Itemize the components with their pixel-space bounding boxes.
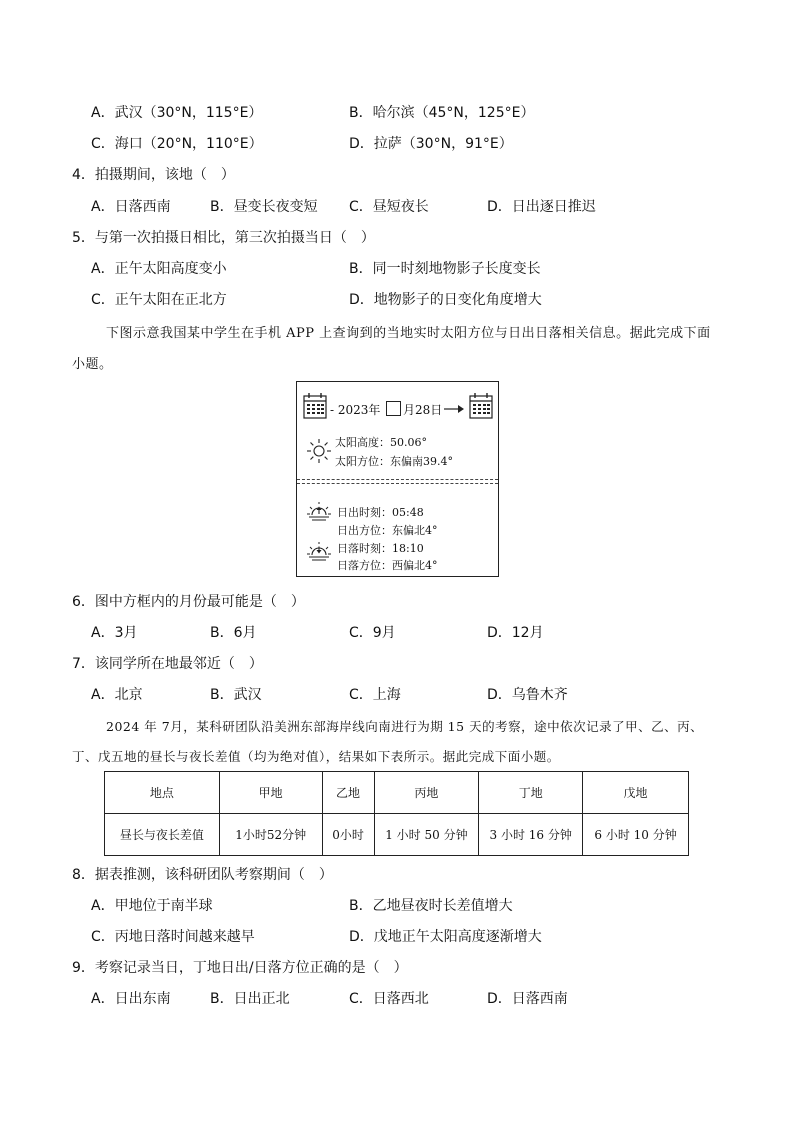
q3-option-c: C．海口（20°N，110°E） — [91, 136, 263, 152]
q8-stem: 8．据表推测，该科研团队考察期间（ ） — [72, 867, 333, 883]
calendar-icon — [303, 393, 327, 419]
table-header-cell: 地点 — [105, 772, 220, 814]
q5-option-d: D．地物影子的日变化角度增大 — [349, 292, 542, 308]
q7-stem: 7．该同学所在地最邻近（ ） — [72, 656, 263, 672]
q6-stem: 6．图中方框内的月份最可能是（ ） — [72, 594, 305, 610]
table-cell: 3 小时 16 分钟 — [479, 814, 583, 856]
q8-option-d: D．戊地正午太阳高度逐渐增大 — [349, 929, 542, 945]
intro-paragraph-2-line-1: 2024 年 7月，某科研团队沿美洲东部海岸线向南进行为期 15 天的考察，途中依次记录了甲、乙、丙、 — [106, 719, 704, 734]
table-cell: 1 小时 50 分钟 — [374, 814, 479, 856]
q4-option-a: A．日落西南 — [91, 199, 171, 215]
q8-option-a: A．甲地位于南半球 — [91, 898, 213, 914]
table-header-cell: 丙地 — [374, 772, 479, 814]
sun-info-app-figure — [296, 381, 499, 577]
month-blank-box — [386, 401, 401, 416]
table-header-row — [105, 772, 689, 814]
q8-option-c: C．丙地日落时间越来越早 — [91, 929, 255, 945]
divider-dashed — [297, 479, 498, 480]
q5-option-c: C．正午太阳在正北方 — [91, 292, 227, 308]
q7-option-d: D．乌鲁木齐 — [487, 687, 568, 703]
day-night-difference-table — [104, 771, 689, 856]
q9-option-d: D．日落西南 — [487, 991, 568, 1007]
sunrise-direction: 日出方位：东偏北4° — [337, 524, 438, 537]
arrow-right-icon — [444, 404, 464, 414]
table-cell: 昼长与夜长差值 — [105, 814, 220, 856]
table-cell: 6 小时 10 分钟 — [583, 814, 689, 856]
q3-option-b: B．哈尔滨（45°N，125°E） — [349, 105, 535, 121]
q7-option-b: B．武汉 — [210, 687, 262, 703]
sun-height: 太阳高度：50.06° — [335, 436, 427, 449]
sunset-direction: 日落方位：西偏北4° — [337, 559, 438, 572]
table-header-cell: 戊地 — [583, 772, 689, 814]
q4-option-b: B．昼变长夜变短 — [210, 199, 318, 215]
q3-option-d: D．拉萨（30°N，91°E） — [349, 136, 513, 152]
q9-option-b: B．日出正北 — [210, 991, 290, 1007]
intro-paragraph-2-line-2: 丁、戊五地的昼长与夜长差值（均为绝对值），结果如下表所示。据此完成下面小题。 — [72, 749, 560, 764]
q6-option-c: C．9月 — [349, 625, 396, 641]
q4-stem: 4．拍摄期间，该地（ ） — [72, 167, 235, 183]
q4-option-c: C．昼短夜长 — [349, 199, 429, 215]
q5-stem: 5．与第一次拍摄日相比，第三次拍摄当日（ ） — [72, 230, 375, 246]
q4-option-d: D．日出逐日推迟 — [487, 199, 596, 215]
q7-option-c: C．上海 — [349, 687, 401, 703]
q3-option-a: A．武汉（30°N，115°E） — [91, 105, 263, 121]
app-day: 月28日 — [403, 403, 443, 417]
divider-dashed — [297, 483, 498, 484]
sunrise-icon — [307, 502, 331, 522]
table-header-cell: 丁地 — [479, 772, 583, 814]
q6-option-a: A．3月 — [91, 625, 138, 641]
q8-option-b: B．乙地昼夜时长差值增大 — [349, 898, 513, 914]
sunrise-time: 日出时刻：05:48 — [337, 506, 424, 519]
table-header-cell: 甲地 — [219, 772, 322, 814]
table-header-cell: 乙地 — [322, 772, 374, 814]
sunset-time: 日落时刻：18:10 — [337, 542, 424, 555]
sun-azimuth: 太阳方位：东偏南39.4° — [335, 455, 453, 468]
q7-option-a: A．北京 — [91, 687, 143, 703]
sun-icon — [307, 439, 331, 463]
q5-option-b: B．同一时刻地物影子长度变长 — [349, 261, 541, 277]
table-cell: 0小时 — [322, 814, 374, 856]
q6-option-b: B．6月 — [210, 625, 257, 641]
q6-option-d: D．12月 — [487, 625, 544, 641]
table-cell: 1小时52分钟 — [219, 814, 322, 856]
intro-paragraph-1-line-2: 小题。 — [72, 357, 113, 372]
intro-paragraph-1-line-1: 下图示意我国某中学生在手机 APP 上查询到的当地实时太阳方位与日出日落相关信息。据此完成下面 — [106, 326, 711, 341]
q9-stem: 9．考察记录当日，丁地日出/日落方位正确的是（ ） — [72, 960, 408, 976]
app-year: - 2023年 — [330, 403, 381, 417]
calendar-icon — [469, 393, 493, 419]
q9-option-a: A．日出东南 — [91, 991, 171, 1007]
sunset-icon — [307, 542, 331, 562]
q5-option-a: A．正午太阳高度变小 — [91, 261, 227, 277]
q9-option-c: C．日落西北 — [349, 991, 429, 1007]
table-row — [105, 814, 689, 856]
